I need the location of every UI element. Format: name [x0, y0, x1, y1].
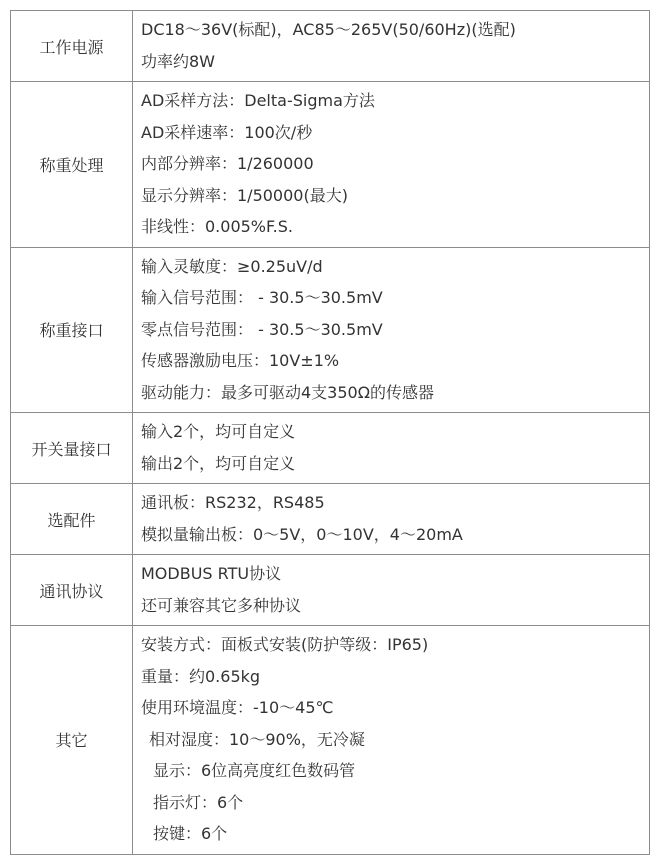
- value-line: 模拟量输出板：0～5V，0～10V，4～20mA: [141, 524, 463, 544]
- value-line: 通讯板：RS232，RS485: [141, 493, 325, 512]
- value-line: 显示：6位高亮度红色数码管: [153, 761, 356, 780]
- table-row: [11, 247, 650, 413]
- row-label: 称重处理: [11, 82, 133, 248]
- value-line: 内部分辨率：1/260000: [141, 154, 314, 173]
- row-values: [133, 626, 650, 855]
- value-line: 按键：6个: [153, 824, 228, 843]
- row-values: [133, 82, 650, 248]
- value-line: 输出2个，均可自定义: [141, 453, 296, 473]
- row-label: 开关量接口: [11, 413, 133, 484]
- table-row: [11, 11, 650, 82]
- row-values: [133, 484, 650, 555]
- value-line: 输入灵敏度：≥0.25uV/d: [141, 256, 323, 276]
- value-line: 使用环境温度：-10～45℃: [141, 698, 334, 717]
- value-line: 重量：约0.65kg: [141, 666, 261, 686]
- value-line: 安装方式：面板式安装(防护等级：IP65): [141, 635, 429, 654]
- table-row: [11, 555, 650, 626]
- value-line: 功率约8W: [141, 51, 216, 71]
- value-line: 相对湿度：10～90%，无冷凝: [149, 729, 365, 749]
- value-line: 非线性：0.005%F.S.: [141, 217, 293, 236]
- value-line: 传感器激励电压：10V±1%: [141, 351, 340, 370]
- spec-table: [10, 10, 650, 855]
- value-line: 零点信号范围： - 30.5～30.5mV: [141, 319, 383, 339]
- table-row: [11, 626, 650, 855]
- table-row: [11, 82, 650, 248]
- table-row: [11, 413, 650, 484]
- row-label: 其它: [11, 626, 133, 855]
- row-values: [133, 413, 650, 484]
- row-values: [133, 247, 650, 413]
- row-label: 选配件: [11, 484, 133, 555]
- row-values: [133, 11, 650, 82]
- value-line: 指示灯：6个: [153, 792, 244, 812]
- table-row: [11, 484, 650, 555]
- row-values: [133, 555, 650, 626]
- row-label: 工作电源: [11, 11, 133, 82]
- value-line: MODBUS RTU协议: [141, 564, 282, 583]
- value-line: AD采样方法：Delta-Sigma方法: [141, 91, 375, 110]
- value-line: 还可兼容其它多种协议: [141, 595, 302, 615]
- row-label: 通讯协议: [11, 555, 133, 626]
- value-line: 显示分辨率：1/50000(最大): [141, 185, 348, 205]
- value-line: DC18～36V(标配)，AC85～265V(50/60Hz)(选配): [141, 20, 516, 39]
- value-line: 驱动能力：最多可驱动4支350Ω的传感器: [141, 382, 434, 402]
- value-line: AD采样速率：100次/秒: [141, 122, 313, 142]
- row-label: 称重接口: [11, 247, 133, 413]
- value-line: 输入2个，均可自定义: [141, 422, 296, 441]
- value-line: 输入信号范围： - 30.5～30.5mV: [141, 288, 383, 307]
